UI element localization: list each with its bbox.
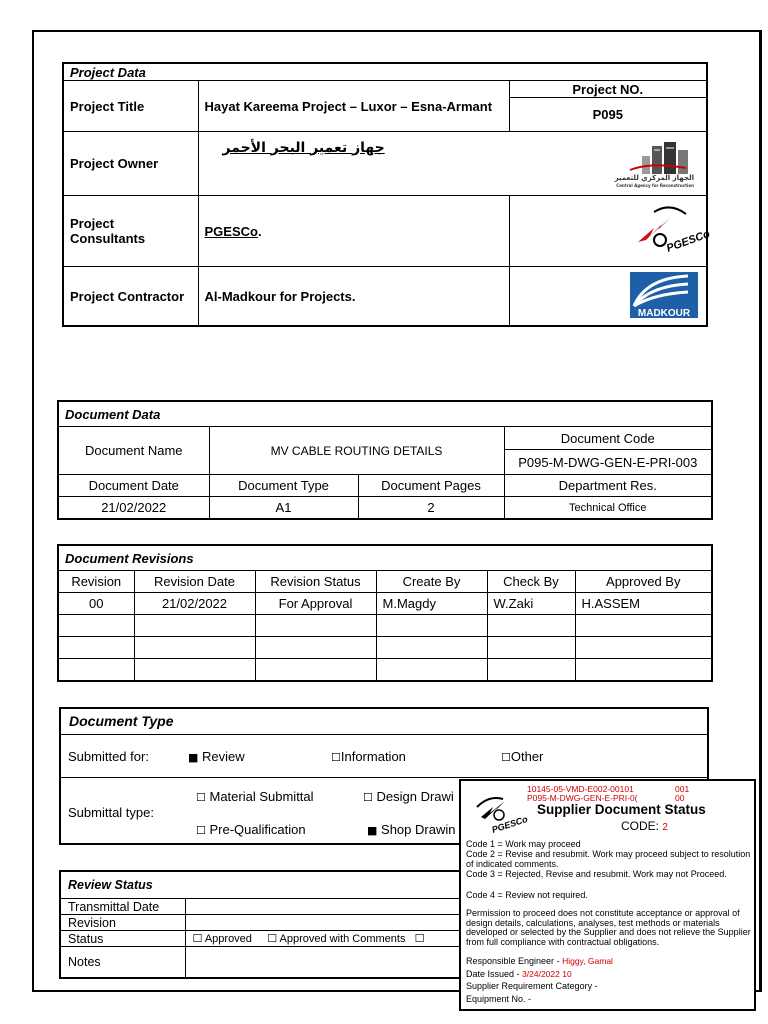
project-number-label: Project NO. — [509, 81, 707, 98]
stamp-disclaimer: Permission to proceed does not constitute acceptance or approval of design details, calculations, analyses, test methods or materials developed or selected by the Supplier and does not relieve the Supplier from full compliance with contractual obligations. — [466, 908, 751, 947]
shop-option-label: Shop Drawin — [381, 822, 456, 837]
rev-cell: H.ASSEM — [575, 593, 712, 615]
project-data-table — [62, 62, 712, 327]
document-code-value: P095-M-DWG-GEN-E-PRI-003 — [504, 450, 712, 475]
review-checkbox[interactable] — [188, 749, 245, 764]
stamp-title: Supplier Document Status — [537, 802, 706, 817]
madkour-logo — [628, 270, 700, 320]
rev-header: Revision Date — [134, 571, 255, 593]
unchecked-box-icon: ☐ — [196, 824, 206, 837]
rev-cell: M.Magdy — [376, 593, 487, 615]
project-consultants-cell — [198, 196, 509, 267]
project-owner-cell — [198, 132, 707, 196]
central-agency-logo-text: الجهاز المركزي للتعمير — [614, 173, 695, 182]
table-row — [58, 615, 712, 637]
review-status-title: Review Status — [60, 871, 710, 899]
document-data-table — [57, 400, 713, 520]
project-number-value: P095 — [509, 98, 707, 132]
transmittal-date-label: Transmittal Date — [60, 899, 185, 915]
approved-with-comments-checkbox[interactable] — [267, 933, 405, 945]
stamp-code-label: CODE: — [621, 819, 660, 833]
unchecked-box-icon: ☐ — [267, 932, 278, 945]
approved-checkbox[interactable] — [193, 933, 252, 945]
revisions-title: Document Revisions — [58, 545, 712, 571]
revisions-table — [57, 544, 713, 682]
unchecked-box-icon: ☐ — [414, 932, 425, 945]
unchecked-box-icon: ☐ — [331, 751, 341, 764]
document-type-label: Document Type — [209, 475, 358, 497]
stamp-code3: Code 3 = Rejected, Revise and resubmit. Work may not Proceed. — [466, 869, 727, 879]
project-title-label: Project Title — [63, 81, 198, 132]
material-submittal-checkbox[interactable] — [196, 789, 314, 804]
rev-header: Revision — [58, 571, 134, 593]
project-contractor-label: Project Contractor — [63, 267, 198, 327]
stamp-code2: Code 2 = Revise and resubmit. Work may proceed subject to resolution of indicated comments. — [466, 849, 751, 869]
stamp-ref-line2: P095-M-DWG-GEN-E-PRI-0( — [527, 793, 638, 803]
stamp-engineer-value: Higgy, Gamal — [562, 956, 613, 966]
submitted-for-label: Submitted for: — [68, 749, 149, 764]
stamp-engineer — [466, 957, 751, 967]
review-option-label: Review — [202, 749, 245, 764]
rev-header: Revision Status — [255, 571, 376, 593]
stamp-code4: Code 4 = Review not required. — [466, 890, 588, 900]
revision-label: Revision — [60, 915, 185, 931]
material-option-label: Material Submittal — [209, 789, 314, 804]
unchecked-box-icon: ☐ — [192, 932, 203, 945]
information-checkbox[interactable] — [331, 749, 406, 764]
table-row — [58, 637, 712, 659]
rev-cell: For Approval — [255, 593, 376, 615]
submittal-type-label: Submittal type: — [68, 805, 154, 820]
project-consultants-suffix: . — [257, 223, 262, 239]
information-option-label: Information — [340, 749, 406, 764]
central-agency-logo-subtext: Central Agency for Reconstruction — [616, 182, 695, 188]
checked-box-icon: ■ — [367, 824, 378, 837]
shop-drawing-checkbox[interactable] — [367, 822, 455, 837]
document-pages-value: 2 — [358, 497, 504, 520]
stamp-pgesco-logo — [473, 787, 529, 835]
madkour-logo-text: MADKOUR — [637, 307, 691, 319]
document-date-value: 21/02/2022 — [58, 497, 209, 520]
design-drawing-checkbox[interactable] — [363, 789, 454, 804]
project-owner-label: Project Owner — [63, 132, 198, 196]
status-label: Status — [60, 931, 185, 947]
unchecked-box-icon: ☐ — [501, 751, 511, 764]
rev-header: Check By — [487, 571, 575, 593]
table-row — [58, 593, 712, 615]
stamp-code — [621, 819, 668, 833]
stamp-date-value: 3/24/2022 10 — [522, 969, 572, 979]
stamp-ref-line1: 10145-05-VMD-E002-00101 — [527, 784, 634, 794]
checked-box-icon: ■ — [188, 751, 199, 764]
rev-cell: W.Zaki — [487, 593, 575, 615]
madkour-logo-cell — [509, 267, 707, 327]
document-data-title: Document Data — [58, 401, 712, 427]
rev-cell: 00 — [58, 593, 134, 615]
stamp-logo-text: PGESCo — [490, 813, 529, 835]
stamp-rev-line2: 00 — [675, 793, 685, 803]
approved-label: Approved — [204, 933, 252, 945]
unchecked-box-icon: ☐ — [196, 791, 206, 804]
stamp-code-value: 2 — [662, 822, 668, 833]
project-section-title: Project Data — [63, 63, 707, 81]
department-label: Department Res. — [504, 475, 712, 497]
stamp-rev-line1: 001 — [675, 784, 690, 794]
project-consultants-value: PGESCo — [204, 223, 258, 239]
other-option-label: Other — [510, 749, 544, 764]
document-type-value: A1 — [209, 497, 358, 520]
pgesco-logo — [630, 200, 712, 260]
table-row — [58, 659, 712, 682]
rev-header: Approved By — [575, 571, 712, 593]
stamp-equipment: Equipment No. - — [466, 994, 532, 1004]
project-title-value: Hayat Kareema Project – Luxor – Esna-Armant — [198, 81, 509, 132]
other-checkbox[interactable] — [501, 749, 543, 764]
stamp-category: Supplier Requirement Category - — [466, 981, 598, 991]
unchecked-box-icon: ☐ — [363, 791, 373, 804]
document-name-label: Document Name — [58, 427, 209, 475]
document-pages-label: Document Pages — [358, 475, 504, 497]
stamp-code1: Code 1 = Work may proceed — [466, 839, 581, 849]
pgesco-logo-text: PGESCo — [664, 227, 712, 255]
stamp-date-label: Date Issued - — [466, 969, 520, 979]
rev-cell: 21/02/2022 — [134, 593, 255, 615]
prequal-option-label: Pre-Qualification — [209, 822, 306, 837]
document-name-value: MV CABLE ROUTING DETAILS — [209, 427, 504, 475]
document-code-label: Document Code — [504, 427, 712, 450]
notes-label: Notes — [60, 947, 185, 979]
project-consultants-label: Project Consultants — [63, 196, 198, 267]
project-contractor-value: Al-Madkour for Projects. — [198, 267, 509, 327]
prequalification-checkbox[interactable] — [196, 822, 306, 837]
supplier-document-status-stamp — [459, 779, 756, 1011]
pgesco-logo-cell — [509, 196, 712, 267]
rev-header: Create By — [376, 571, 487, 593]
central-agency-logo — [590, 140, 702, 188]
department-value: Technical Office — [504, 497, 712, 520]
project-owner-value: جهاز تعمير البحر الأحمر — [222, 139, 385, 156]
document-date-label: Document Date — [58, 475, 209, 497]
design-option-label: Design Drawi — [376, 789, 454, 804]
approved-comments-label: Approved with Comments — [279, 933, 406, 945]
stamp-date — [466, 970, 751, 980]
document-type-title: Document Type — [69, 713, 174, 729]
stamp-engineer-label: Responsible Engineer - — [466, 956, 560, 966]
